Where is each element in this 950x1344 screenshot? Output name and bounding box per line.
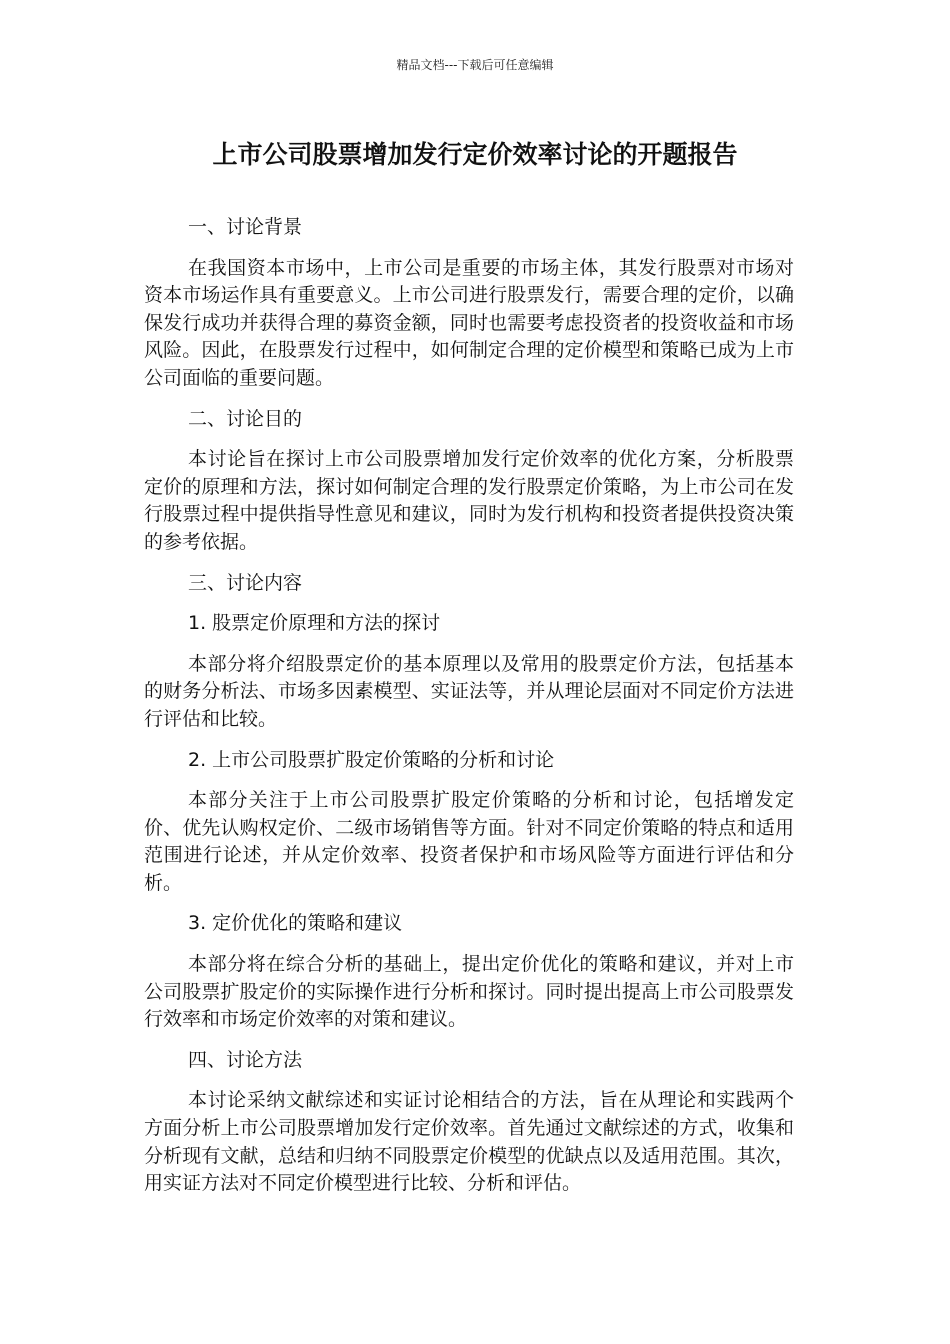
subsection-heading-pricing-principles: 1. 股票定价原理和方法的探讨 xyxy=(188,612,441,635)
paragraph-purpose: 本讨论旨在探讨上市公司股票增加发行定价效率的优化方案，分析股票定价的原理和方法，探讨如何制定合理的发行股票定价策略，为上市公司在发行股票过程中提供指导性意见和建议，同时为发行机构和投资者提供投资决策的参考依据。 xyxy=(144,448,794,553)
document-body xyxy=(144,214,794,1211)
subsection-heading-pricing-optimization: 3. 定价优化的策略和建议 xyxy=(188,912,403,935)
section-heading-content: 三、讨论内容 xyxy=(188,571,303,594)
paragraph-background: 在我国资本市场中，上市公司是重要的市场主体，其发行股票对市场对资本市场运作具有重要意义。上市公司进行股票发行，需要合理的定价，以确保发行成功并获得合理的募资金额，同时也需要考虑投资者的投资收益和市场风险。因此，在股票发行过程中，如何制定合理的定价模型和策略已成为上市公司面临的重要问题。 xyxy=(144,256,794,389)
paragraph-pricing-principles: 本部分将介绍股票定价的基本原理以及常用的股票定价方法，包括基本的财务分析法、市场多因素模型、实证法等，并从理论层面对不同定价方法进行评估和比较。 xyxy=(144,652,794,730)
paragraph-expansion-pricing: 本部分关注于上市公司股票扩股定价策略的分析和讨论，包括增发定价、优先认购权定价、二级市场销售等方面。针对不同定价策略的特点和适用范围进行论述，并从定价效率、投资者保护和市场风险等方面进行评估和分析。 xyxy=(144,789,794,894)
section-heading-method: 四、讨论方法 xyxy=(188,1048,303,1071)
section-heading-background: 一、讨论背景 xyxy=(188,216,303,238)
page-header: 精品文档---下载后可任意编辑 xyxy=(396,58,554,72)
subsection-heading-expansion-pricing: 2. 上市公司股票扩股定价策略的分析和讨论 xyxy=(188,748,555,771)
paragraph-pricing-optimization: 本部分将在综合分析的基础上，提出定价优化的策略和建议，并对上市公司股票扩股定价的实际操作进行分析和探讨。同时提出提高上市公司股票发行效率和市场定价效率的对策和建议。 xyxy=(144,953,794,1031)
paragraph-method: 本讨论采纳文献综述和实证讨论相结合的方法，旨在从理论和实践两个方面分析上市公司股票增加发行定价效率。首先通过文献综述的方式，收集和分析现有文献，总结和归纳不同股票定价模型的优缺点以及适用范围。其次，用实证方法对不同定价模型进行比较、分析和评估。 xyxy=(144,1089,794,1195)
section-heading-purpose: 二、讨论目的 xyxy=(188,407,303,430)
document-title: 上市公司股票增加发行定价效率讨论的开题报告 xyxy=(212,140,738,169)
